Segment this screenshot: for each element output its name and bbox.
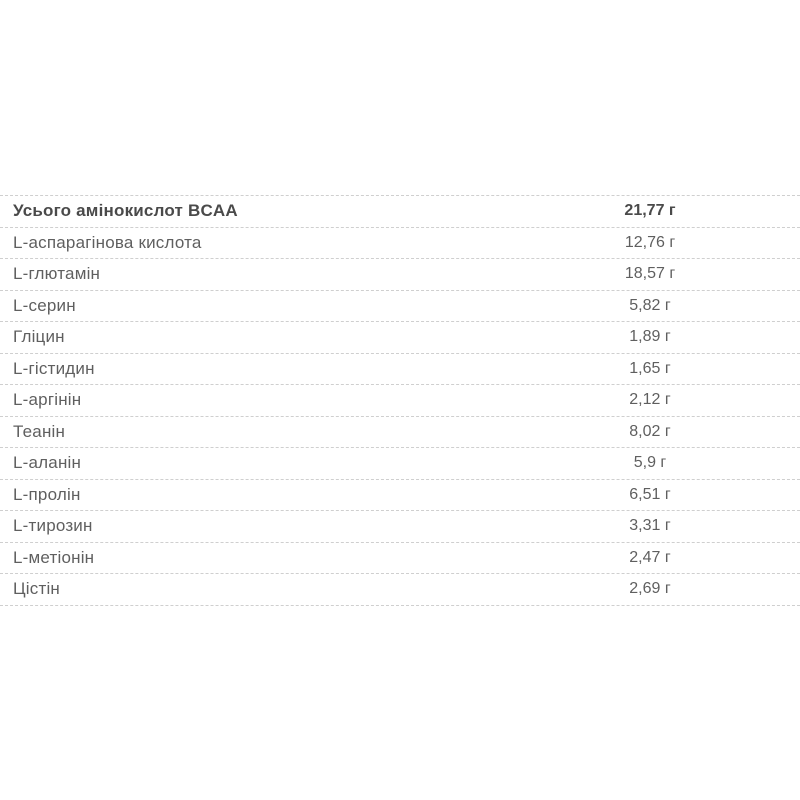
header-label: Усього амінокислот BCAA <box>13 201 238 221</box>
header-value: 21,77 г <box>624 202 676 220</box>
row-value: 12,76 г <box>624 233 676 251</box>
table-row <box>0 385 800 417</box>
row-label: Теанін <box>13 421 66 441</box>
row-label: L-глютамін <box>13 264 101 284</box>
amino-table-body <box>0 228 800 606</box>
row-value: 5,9 г <box>633 454 667 472</box>
row-value: 6,51 г <box>629 485 671 503</box>
table-row <box>0 354 800 386</box>
row-value: 1,89 г <box>629 328 671 346</box>
row-value: 2,47 г <box>629 548 671 566</box>
row-label: L-пролін <box>13 484 81 504</box>
table-row <box>0 448 800 480</box>
table-row <box>0 417 800 449</box>
table-row <box>0 574 800 606</box>
table-row <box>0 228 800 260</box>
row-value: 2,12 г <box>629 391 671 409</box>
row-value: 8,02 г <box>629 422 671 440</box>
row-label: Гліцин <box>13 327 65 347</box>
table-row <box>0 543 800 575</box>
row-label: L-тирозин <box>13 516 93 536</box>
table-row <box>0 480 800 512</box>
row-label: L-аспарагінова кислота <box>13 232 202 252</box>
row-label: L-аланін <box>13 453 82 473</box>
row-value: 5,82 г <box>629 296 671 314</box>
row-label: L-гістидин <box>13 358 95 378</box>
table-row <box>0 322 800 354</box>
row-label: Цістін <box>13 579 61 599</box>
row-value: 2,69 г <box>629 580 671 598</box>
amino-acids-table <box>0 195 800 606</box>
table-row <box>0 511 800 543</box>
row-value: 3,31 г <box>629 517 671 535</box>
row-label: L-аргінін <box>13 390 82 410</box>
row-label: L-метіонін <box>13 547 95 567</box>
row-label: L-серин <box>13 295 76 315</box>
table-header-row <box>0 196 800 228</box>
table-row <box>0 259 800 291</box>
row-value: 18,57 г <box>624 265 676 283</box>
table-row <box>0 291 800 323</box>
row-value: 1,65 г <box>629 359 671 377</box>
